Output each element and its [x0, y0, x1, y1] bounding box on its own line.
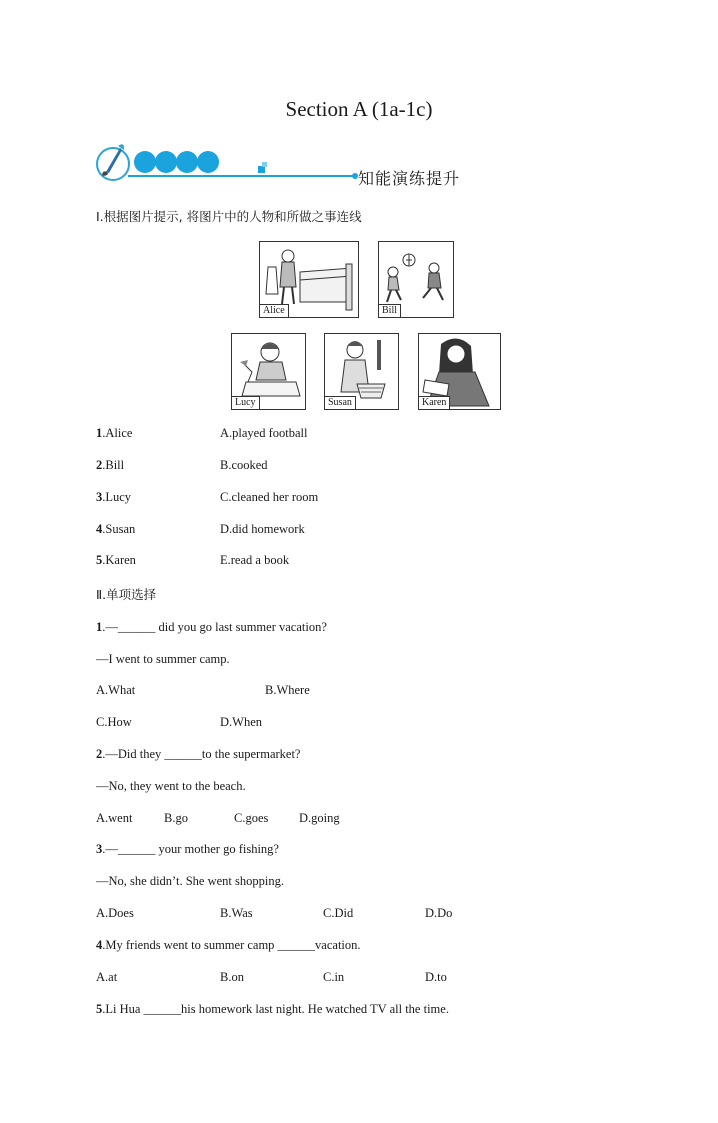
question-3-stem: 3.—______ your mother go fishing? [96, 842, 279, 856]
question-1-reply: —I went to summer camp. [96, 652, 230, 666]
picture-label: Bill [378, 304, 401, 318]
picture-bill [378, 241, 454, 318]
question-3-option-d: D.Do [425, 906, 453, 920]
match-option-d: D.did homework [220, 522, 305, 536]
question-1-option-d: D.When [220, 715, 262, 729]
picture-label: Lucy [231, 396, 260, 410]
match-item-5: 5.Karen [96, 553, 136, 567]
question-1-stem: 1.—______ did you go last summer vacation? [96, 620, 327, 634]
question-2-option-a: A.went [96, 811, 133, 825]
question-2-option-b: B.go [164, 811, 188, 825]
part1-heading: Ⅰ.根据图片提示, 将图片中的人物和所做之事连线 [96, 209, 362, 224]
picture-label: Alice [259, 304, 289, 318]
question-5-stem: 5.Li Hua ______his homework last night. He watched TV all the time. [96, 1002, 449, 1016]
picture-label: Susan [324, 396, 356, 410]
picture-susan [324, 333, 399, 410]
picture-karen [418, 333, 501, 410]
question-3-reply: —No, she didn’t. She went shopping. [96, 874, 284, 888]
part2-heading: Ⅱ.单项选择 [96, 587, 157, 602]
page-title: Section A (1a-1c) [285, 97, 433, 121]
match-item-4: 4.Susan [96, 522, 136, 536]
match-item-3: 3.Lucy [96, 490, 132, 504]
question-3-option-b: B.Was [220, 906, 253, 920]
question-2-stem: 2.—Did they ______to the supermarket? [96, 747, 301, 761]
question-2-option-d: D.going [299, 811, 340, 825]
match-option-c: C.cleaned her room [220, 490, 319, 504]
banner-text: 知能演练提升 [358, 169, 461, 188]
picture-alice [259, 241, 359, 318]
match-option-e: E.read a book [220, 553, 290, 567]
question-2-option-c: C.goes [234, 811, 269, 825]
question-1-option-c: C.How [96, 715, 132, 729]
question-4-option-c: C.in [323, 970, 345, 984]
question-1-option-b: B.Where [265, 683, 310, 697]
question-1-option-a: A.What [96, 683, 136, 697]
question-4-option-a: A.at [96, 970, 118, 984]
picture-label: Karen [418, 396, 450, 410]
question-2-reply: —No, they went to the beach. [96, 779, 246, 793]
question-3-option-c: C.Did [323, 906, 354, 920]
match-item-2: 2.Bill [96, 458, 125, 472]
match-item-1: 1.Alice [96, 426, 133, 440]
match-option-b: B.cooked [220, 458, 268, 472]
picture-lucy [231, 333, 306, 410]
question-4-stem: 4.My friends went to summer camp ______vacation. [96, 938, 361, 952]
question-3-option-a: A.Does [96, 906, 134, 920]
question-4-option-b: B.on [220, 970, 244, 984]
question-4-option-d: D.to [425, 970, 447, 984]
match-option-a: A.played football [220, 426, 308, 440]
